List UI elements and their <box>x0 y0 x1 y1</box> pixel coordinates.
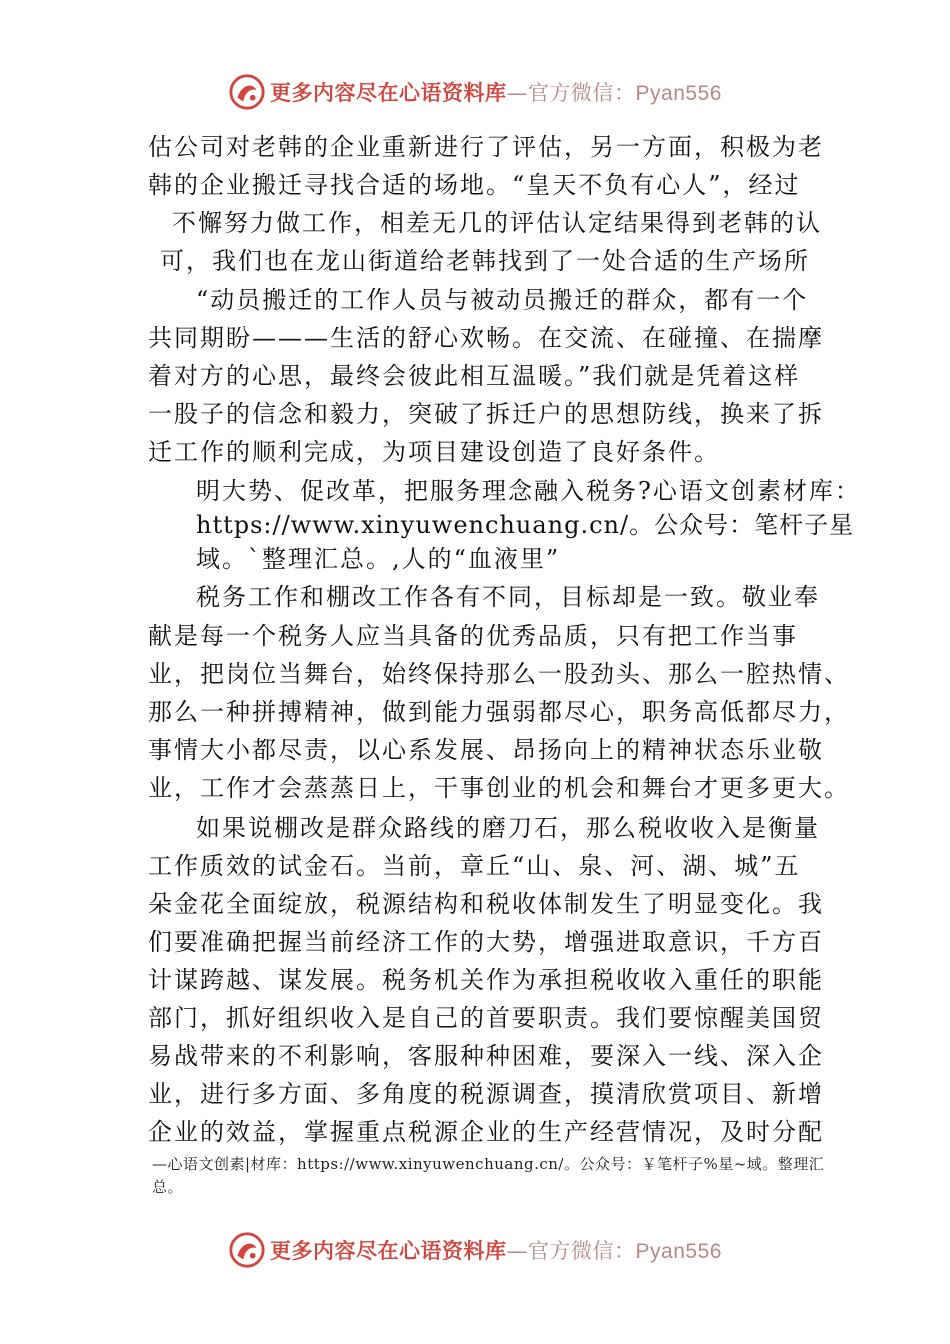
text-line: “动员搬迁的工作人员与被动员搬迁的群众，都有一个 <box>196 286 809 314</box>
text-line: 可，我们也在龙山街道给老韩找到了一处合适的生产场所 <box>160 247 810 275</box>
header-banner <box>0 70 950 114</box>
text-line: 业，把岗位当舞台，始终保持那么一股劲头、那么一腔热情、 <box>148 660 850 688</box>
text-line: 们要准确把握当前经济工作的大势，增强进取意识，千方百 <box>148 928 824 956</box>
text-line: 那么一种拼搏精神，做到能力强弱都尽心，职务高低都尽力， <box>148 698 850 726</box>
banner-official: —官方微信： <box>506 1239 636 1263</box>
banner-wechat-id: Pyan556 <box>635 82 722 105</box>
text-line: 着对方的心思，最终会彼此相互温暖。”我们就是凭着这样 <box>148 362 801 390</box>
text-line: 一股子的信念和毅力，突破了拆迁户的思想防线，换来了拆 <box>148 400 824 428</box>
banner-official: —官方微信： <box>506 81 636 105</box>
text-line: 事情大小都尽责，以心系发展、昂扬向上的精神状态乐业敬 <box>148 736 824 764</box>
text-line: 共同期盼———生活的舒心欢畅。在交流、在碰撞、在揣摩 <box>148 324 824 352</box>
text-line: 韩的企业搬迁寻找合适的场地。“皇天不负有心人”，经过 <box>148 171 801 199</box>
text-line: 朵金花全面绽放，税源结构和税收体制发生了明显变化。我 <box>148 890 824 918</box>
text-line: 易战带来的不利影响，客服种种困难，要深入一线、深入企 <box>148 1042 824 1070</box>
text-line: 不懈努力做工作，相差无几的评估认定结果得到老韩的认 <box>172 209 822 237</box>
text-line: 如果说棚改是群众路线的磨刀石，那么税收收入是衡量 <box>196 814 820 842</box>
text-line: 业，工作才会蒸蒸日上，干事创业的机会和舞台才更多更大。 <box>148 774 850 802</box>
text-line: https://www.xinyuwenchuang.cn/。公众号：笔杆子星 <box>196 511 855 539</box>
text-line: 税务工作和棚改工作各有不同，目标却是一致。敬业奉 <box>196 583 820 611</box>
logo-icon <box>228 1231 266 1269</box>
text-line: 工作质效的试金石。当前，章丘“山、泉、河、湖、城”五 <box>148 852 801 880</box>
banner-brand: 更多内容尽在心语资料库 <box>270 1239 507 1263</box>
text-line: 明大势、促改革，把服务理念融入税务?心语文创素材库： <box>196 477 861 505</box>
text-line: 计谋跨越、谋发展。税务机关作为承担税收收入重任的职能 <box>148 966 824 994</box>
text-line: 估公司对老韩的企业重新进行了评估，另一方面，积极为老 <box>148 133 824 161</box>
text-line: 业，进行多方面、多角度的税源调查，摸清欣赏项目、新增 <box>148 1080 824 1108</box>
banner-brand: 更多内容尽在心语资料库 <box>270 81 507 105</box>
text-line: 域。`整理汇总。,人的“血液里” <box>196 545 561 573</box>
footnote: —心语文创素|材库：https://www.xinyuwenchuang.cn/。公众号：￥笔杆子%星~域。整理汇总。 <box>152 1155 825 1196</box>
footer-banner <box>0 1228 950 1272</box>
banner-wechat-id: Pyan556 <box>635 1240 722 1263</box>
text-line: 部门，抓好组织收入是自己的首要职责。我们要惊醒美国贸 <box>148 1004 824 1032</box>
text-line: 企业的效益，掌握重点税源企业的生产经营情况，及时分配 <box>148 1118 824 1146</box>
text-line: 献是每一个税务人应当具备的优秀品质，只有把工作当事 <box>148 622 798 650</box>
logo-icon <box>228 73 266 111</box>
text-line: 迁工作的顺利完成，为项目建设创造了良好条件。 <box>148 438 720 466</box>
